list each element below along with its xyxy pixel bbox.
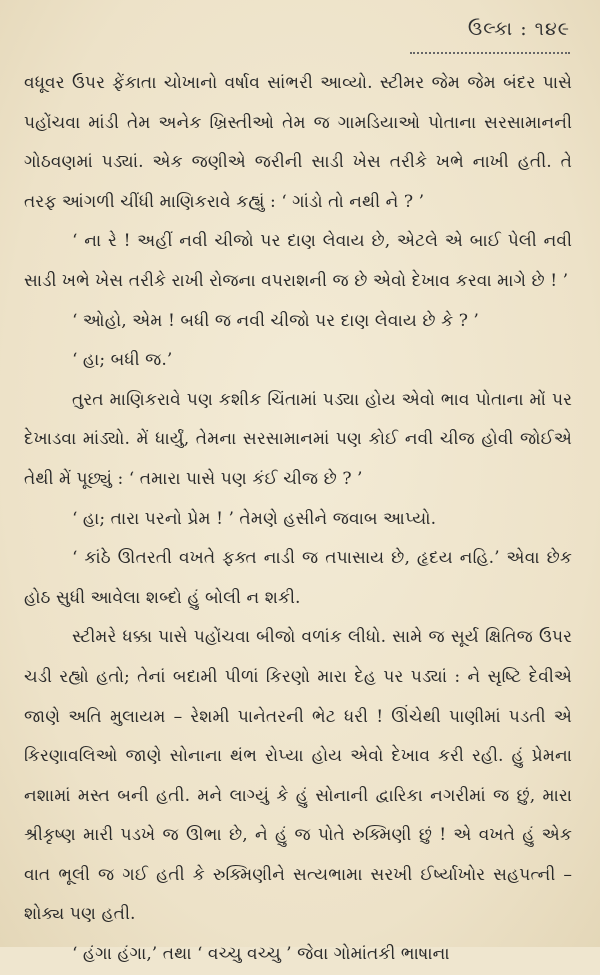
- header-decorative-rule: [410, 46, 570, 54]
- running-header: ઉલ્કા : ૧૪૯: [467, 18, 570, 40]
- paragraph-4: ‘ હા; બધી જ.’: [72, 350, 173, 371]
- paragraph-9: ‘ હંગા હંગા,’ તથા ‘ વચ્ચુ વચ્ચુ ’ જેવા ગોમાંતકી ભાષાના: [72, 944, 450, 965]
- paragraph-6: ‘ હા; તારા પરનો પ્રેમ ! ’ તેમણે હસીને જવાબ આપ્યો.: [72, 508, 437, 529]
- paragraph-8: સ્ટીમરે ધક્કા પાસે પહોંચવા બીજો વળાંક લીધો. સામે જ સૂર્ય ક્ષિતિજ ઉપર ચડી રહ્યો હતો; તેનાં બદામી પીળાં કિરણો મારા દેહ પર પડ્યાં : ને સૃષ્ટિ દેવીએ જાણે અતિ મુલાયમ – રેશમી પાનેતરની ભેટ ધરી ! ઊંચેથી પાણીમાં પડતી એ કિરણાવલિઓ જાણે સોનાના થંભ રોપ્યા હોય એવો દેખાવ કરી રહી. હું પ્રેમના નશામાં મસ્ત બની હતી. મને લાગ્યું કે હું સોનાની દ્વારિકા નગરીમાં જ છું, મારા શ્રીકૃષ્ણ મારી પડખે જ ઊભા છે, ને હું જ પોતે રુક્મિણી છું ! એ વખતે હું એક વાત ભૂલી જ ગઈ હતી કે રુક્મિણીને સત્યભામા સરખી ઈર્ષ્યાખોર સહપત્ની – શોક્ય પણ હતી.: [24, 627, 572, 925]
- paragraph-5: તુરત માણિકરાવે પણ કશીક ચિંતામાં પડ્યા હોય એવો ભાવ પોતાના મોં પર દેખાડવા માંડ્યો. મેં ધાર્યું, તેમના સરસામાનમાં પણ કોઈ નવી ચીજ હોવી જોઈએ તેથી મેં પૂછ્યું : ‘ તમારા પાસે પણ કંઈ ચીજ છે ? ’: [24, 389, 573, 489]
- paragraph-1: વધૂવર ઉપર ફેંકાતા ચોખાનો વર્ષાવ સાંભરી આવ્યો. સ્ટીમર જેમ જેમ બંદર પાસે પહોંચવા માંડી તેમ અનેક ખ્રિસ્તીઓ તેમ જ ગામડિયાઓ પોતાના સરસામાનની ગોઠવણમાં પડ્યાં. એક જણીએ જરીની સાડી ખેસ તરીકે ખભે નાખી હતી. તે તરફ આંગળી ચીંધી માણિકરાવે કહ્યું : ‘ ગાંડો તો નથી ને ? ’: [24, 73, 572, 212]
- paragraph-2: ‘ ના રે ! અહીં નવી ચીજો પર દાણ લેવાય છે, એટલે એ બાઈ પેલી નવી સાડી ખભે ખેસ તરીકે રાખી રોજના વપરાશની જ છે એવો દેખાવ કરવા માગે છે ! ’: [24, 231, 572, 291]
- paragraph-7: ‘ કાંઠે ઊતરતી વખતે ફક્ત નાડી જ તપાસાય છે, હૃદય નહિ.’ એવા છેક હોઠ સુધી આવેલા શબ્દો હું બોલી ન શકી.: [24, 548, 572, 608]
- paragraph-3: ‘ ઓહો, એમ ! બધી જ નવી ચીજો પર દાણ લેવાય છે કે ? ’: [72, 310, 479, 331]
- body-text: [24, 64, 572, 975]
